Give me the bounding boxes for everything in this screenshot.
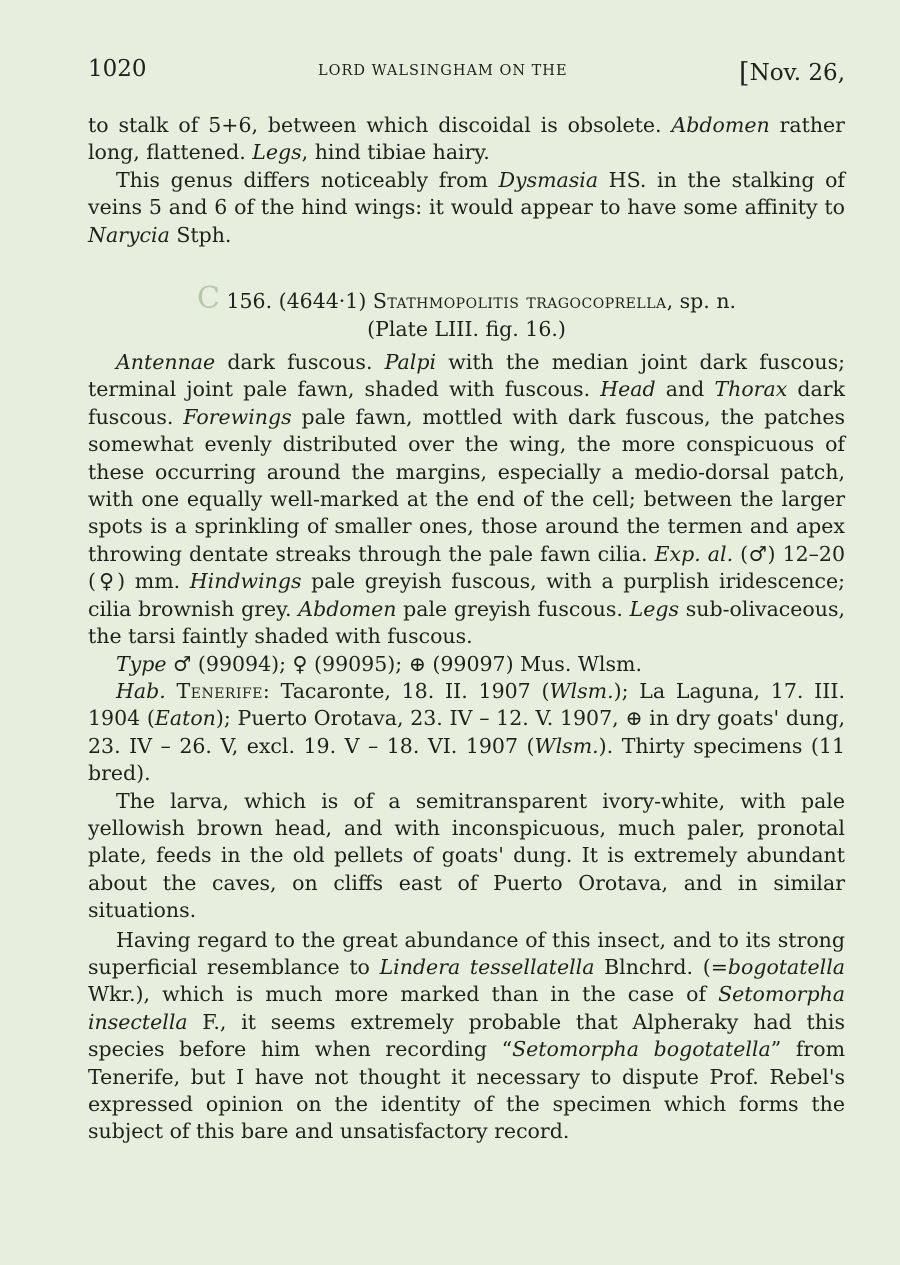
page-header (88, 56, 845, 90)
species-title: C 156. (4644·1) Stathmopolitis tragocoprella, sp. n. (196, 281, 737, 317)
header-date-text: Nov. 26, (749, 60, 845, 86)
plate-reference: (Plate LIII. fig. 16.) (367, 317, 566, 342)
running-title: LORD WALSINGHAM ON THE (318, 63, 568, 79)
habitat-paragraph: Hab. Tenerife: Tacaronte, 18. II. 1907 (Wlsm.); La Laguna, 17. III. 1904 (Eaton); Puerto Orotava, 23. IV – 12. V. 1907, ⊕ in dry goats' dung, 23. IV – 26. V, excl. 19. V – 18. VI. 1907 (Wlsm.). Thirty specimens (11 bred). (88, 678, 845, 786)
species-name: Stathmopolitis tragocoprella (372, 289, 667, 314)
species-heading (88, 281, 845, 343)
description-paragraph: Antennae dark fuscous. Palpi with the median joint dark fuscous; terminal joint pale fawn, shaded with fuscous. Head and Thorax dark fuscous. Forewings pale fawn, mottled with dark fuscous, the patches somewhat evenly distributed over the wing, the more conspicuous of these occurring around the margins, especially a medio-dorsal patch, with one equally well-marked at the end of the cell; between the larger spots is a sprinkling of smaller ones, those around the termen and apex throwing dentate streaks through the pale fawn cilia. Exp. al. (♂) 12–20 (♀) mm. Hindwings pale greyish fuscous, with a purplish iridescence; cilia brownish grey. Abdomen pale greyish fuscous. Legs sub-olivaceous, the tarsi faintly shaded with fuscous. (88, 350, 845, 649)
header-date: [Nov. 26, (739, 58, 845, 89)
closing-paragraph: Having regard to the great abundance of this insect, and to its strong superficial resemblance to Lindera tessellatella Blnchrd. (=bogotatella Wkr.), which is much more marked than in the case of Setomorpha insectella F., it seems extremely probable that Alpheraky had this species before him when recording “Setomorpha bogotatella” from Tenerife, but I have not thought it necessary to dispute Prof. Rebel's expressed opinion on the identity of the specimen which forms the subject of this bare and unsatisfactory record. (88, 927, 846, 1144)
intro-paragraph-1: to stalk of 5+6, between which discoidal is obsolete. Abdomen rather long, flattened. Legs, hind tibiae hairy. (88, 113, 845, 165)
larva-paragraph: The larva, which is of a semitransparent ivory-white, with pale yellowish brown head, and with inconspicuous, much paler, pronotal plate, feeds in the old pellets of goats' dung. It is extremely abundant about the caves, on cliffs east of Puerto Orotava, and in similar situations. (88, 788, 845, 923)
page-number: 1020 (88, 56, 147, 82)
type-paragraph: Type ♂ (99094); ♀ (99095); ⊕ (99097) Mus. Wlsm. (116, 651, 642, 676)
stamp-mark: C (196, 281, 220, 317)
intro-paragraph-2: This genus differs noticeably from Dysmasia HS. in the stalking of veins 5 and 6 of the hind wings: it would appear to have some affinity to Narycia Stph. (88, 167, 845, 247)
body-text (88, 112, 845, 1146)
